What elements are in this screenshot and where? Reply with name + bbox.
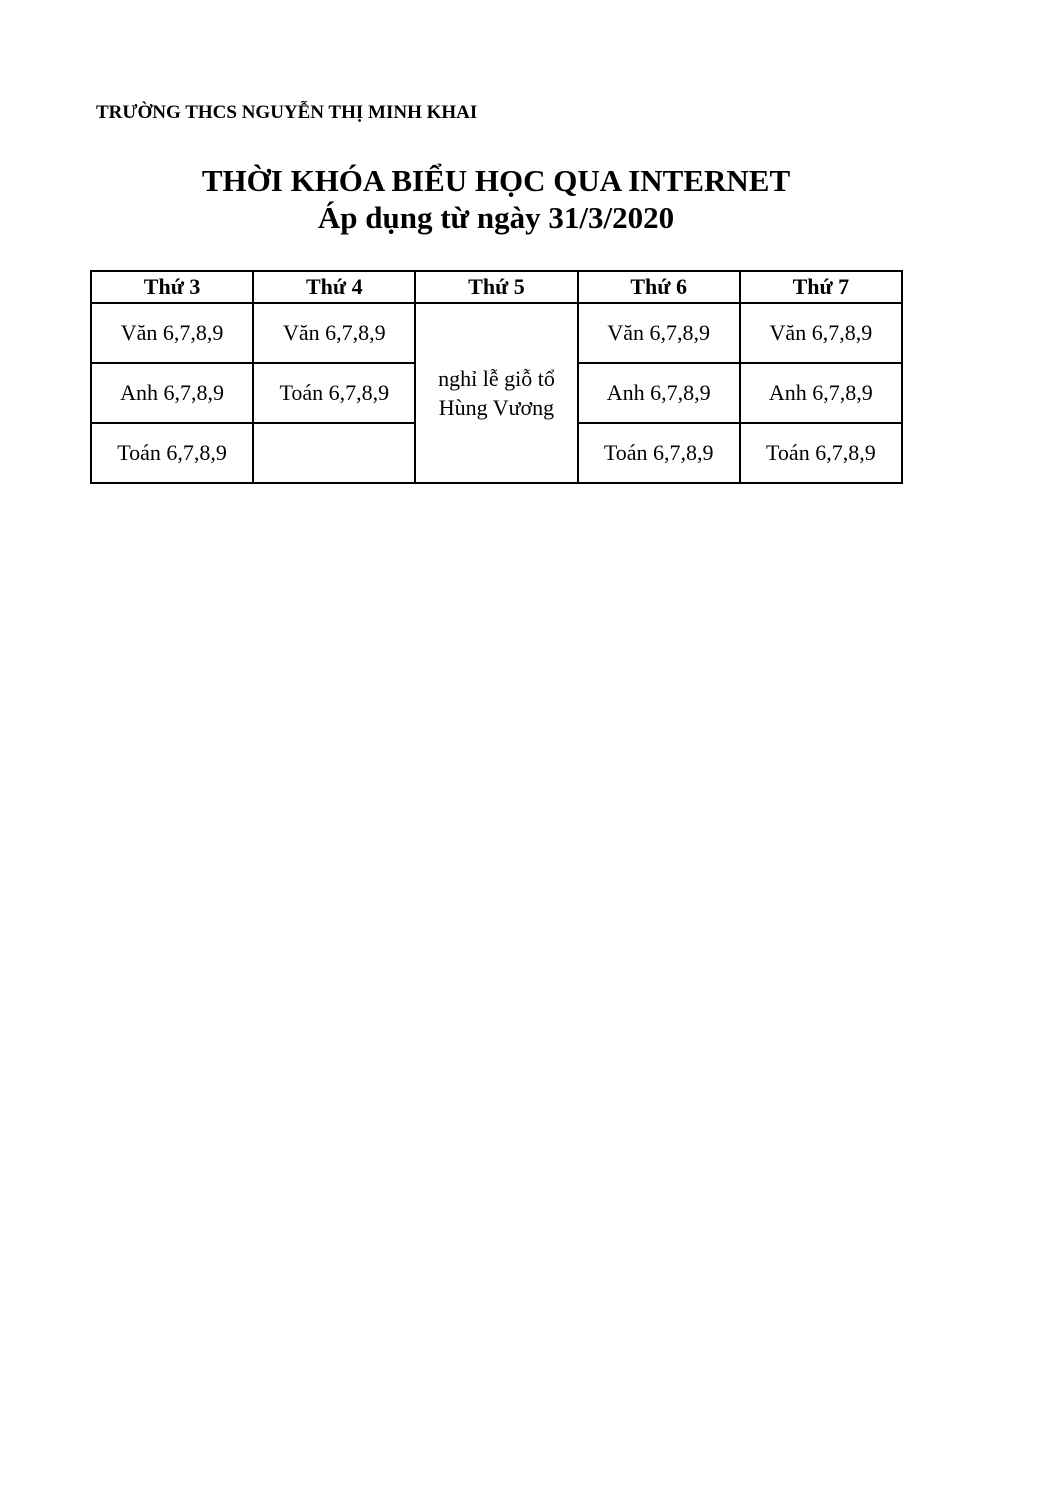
table-cell: Văn 6,7,8,9	[578, 303, 740, 363]
column-header-thu-3: Thứ 3	[91, 271, 253, 303]
page-title: THỜI KHÓA BIỂU HỌC QUA INTERNET	[201, 163, 791, 198]
holiday-note-line-1: nghỉ lễ giỗ tổ	[438, 366, 555, 391]
table-cell: Toán 6,7,8,9	[253, 363, 415, 423]
table-cell: Văn 6,7,8,9	[740, 303, 902, 363]
column-header-thu-6: Thứ 6	[578, 271, 740, 303]
table-cell: Văn 6,7,8,9	[253, 303, 415, 363]
timetable-header-row	[91, 271, 902, 303]
table-row	[91, 303, 902, 363]
table-cell: Anh 6,7,8,9	[91, 363, 253, 423]
table-cell-empty	[253, 423, 415, 483]
holiday-note-line-2: Hùng Vương	[438, 395, 555, 420]
title-block	[0, 163, 992, 237]
school-name: TRƯỜNG THCS NGUYỄN THỊ MINH KHAI	[96, 102, 478, 123]
column-header-thu-4: Thứ 4	[253, 271, 415, 303]
column-header-thu-7: Thứ 7	[740, 271, 902, 303]
timetable	[90, 270, 903, 484]
column-header-thu-5: Thứ 5	[415, 271, 577, 303]
holiday-cell	[415, 303, 577, 483]
table-cell: Anh 6,7,8,9	[740, 363, 902, 423]
table-cell: Toán 6,7,8,9	[740, 423, 902, 483]
table-cell: Toán 6,7,8,9	[91, 423, 253, 483]
page-subtitle: Áp dụng từ ngày 31/3/2020	[317, 200, 675, 235]
table-cell: Văn 6,7,8,9	[91, 303, 253, 363]
table-cell: Toán 6,7,8,9	[578, 423, 740, 483]
table-cell: Anh 6,7,8,9	[578, 363, 740, 423]
